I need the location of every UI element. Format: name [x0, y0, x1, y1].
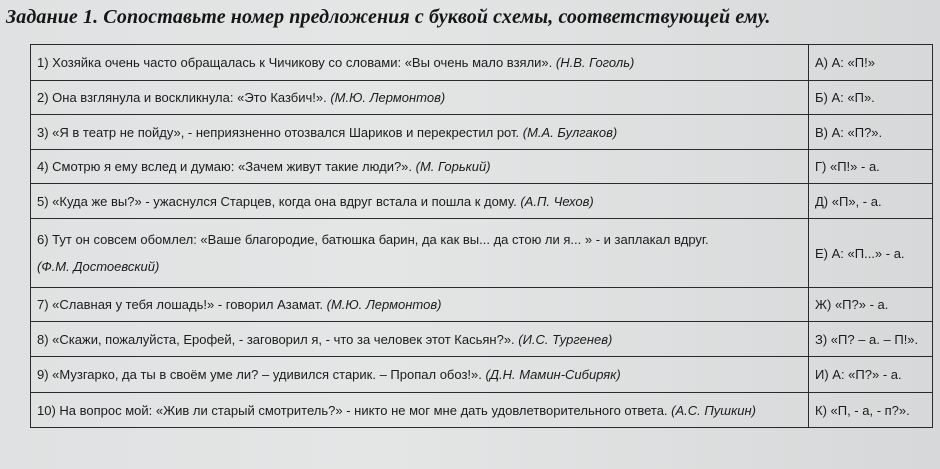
scheme-cell: И) А: «П?» - а.	[809, 357, 933, 393]
table-row	[31, 393, 933, 428]
sentence-cell	[31, 288, 809, 322]
scheme-cell: Е) А: «П...» - а.	[809, 219, 933, 288]
sentence-source: (А.П. Чехов)	[520, 193, 594, 209]
sentence-cell	[31, 184, 809, 219]
sentence-text: 10) На вопрос мой: «Жив ли старый смотритель?» - никто не мог мне дать удовлетворительного ответа.	[37, 402, 672, 418]
scheme-cell: Г) «П!» - а.	[809, 150, 933, 184]
table-row	[31, 81, 933, 115]
sentence-cell	[31, 115, 809, 150]
sentence-source: (Д.Н. Мамин-Сибиряк)	[485, 367, 621, 382]
sentence-text: 8) «Скажи, пожалуйста, Ерофей, - заговорил я, - что за человек этот Касьян?».	[37, 331, 519, 347]
scheme-cell: А) А: «П!»	[809, 45, 933, 81]
sentence-cell	[31, 81, 809, 115]
matching-table	[30, 44, 933, 428]
scheme-cell: З) «П? – а. – П!».	[809, 322, 933, 357]
scheme-cell: Б) А: «П».	[809, 81, 933, 115]
table-row	[31, 219, 933, 288]
scheme-cell: Д) «П», - а.	[809, 184, 933, 219]
sentence-cell	[31, 322, 809, 357]
sentence-cell	[31, 150, 809, 184]
table-row	[31, 150, 933, 184]
sentence-source: (И.С. Тургенев)	[518, 331, 613, 347]
sentence-text: 5) «Куда же вы?» - ужаснулся Старцев, когда она вдруг встала и пошла к дому.	[37, 193, 521, 209]
sentence-text: 9) «Музгарко, да ты в своём уме ли? – удивился старик. – Пропал обоз!».	[37, 367, 486, 382]
sentence-text: 7) «Славная у тебя лошадь!» - говорил Азамат.	[37, 297, 327, 312]
table-row	[31, 184, 933, 219]
table-row	[31, 357, 933, 393]
table-row	[31, 322, 933, 357]
sentence-cell	[31, 393, 809, 428]
task-title: Задание 1. Сопоставьте номер предложения с буквой схемы, соответствующей ему.	[6, 6, 771, 28]
sentence-text: 2) Она взглянула и воскликнула: «Это Казбич!».	[37, 90, 331, 105]
sentence-source: (М. Горький)	[415, 159, 491, 174]
sentence-source: (А.С. Пушкин)	[671, 402, 756, 418]
sentence-text: 3) «Я в театр не пойду», - неприязненно отозвался Шариков и перекрестил рот.	[37, 124, 523, 140]
sentence-text: 6) Тут он совсем обомлел: «Ваше благородие, батюшка барин, да как вы... да стою ли я... » - и заплакал вдруг.	[37, 232, 709, 247]
sentence-source: (Н.В. Гоголь)	[555, 55, 635, 70]
scheme-cell: В) А: «П?».	[809, 115, 933, 150]
sentence-source: (М.А. Булгаков)	[522, 124, 618, 140]
sentence-source: (М.Ю. Лермонтов)	[330, 90, 446, 105]
table-row	[31, 115, 933, 150]
sentence-source: (Ф.М. Достоевский)	[37, 259, 160, 274]
table-row	[31, 45, 933, 81]
scheme-cell: К) «П, - а, - п?».	[809, 393, 933, 428]
table-row	[31, 288, 933, 322]
sentence-cell	[31, 219, 809, 288]
sentence-cell	[31, 45, 809, 81]
sentence-text: 1) Хозяйка очень часто обращалась к Чичикову со словами: «Вы очень мало взяли».	[37, 55, 556, 70]
sentence-source: (М.Ю. Лермонтов)	[326, 297, 442, 312]
scheme-cell: Ж) «П?» - а.	[809, 288, 933, 322]
sentence-cell	[31, 357, 809, 393]
sentence-text: 4) Смотрю я ему вслед и думаю: «Зачем живут такие люди?».	[37, 159, 416, 174]
